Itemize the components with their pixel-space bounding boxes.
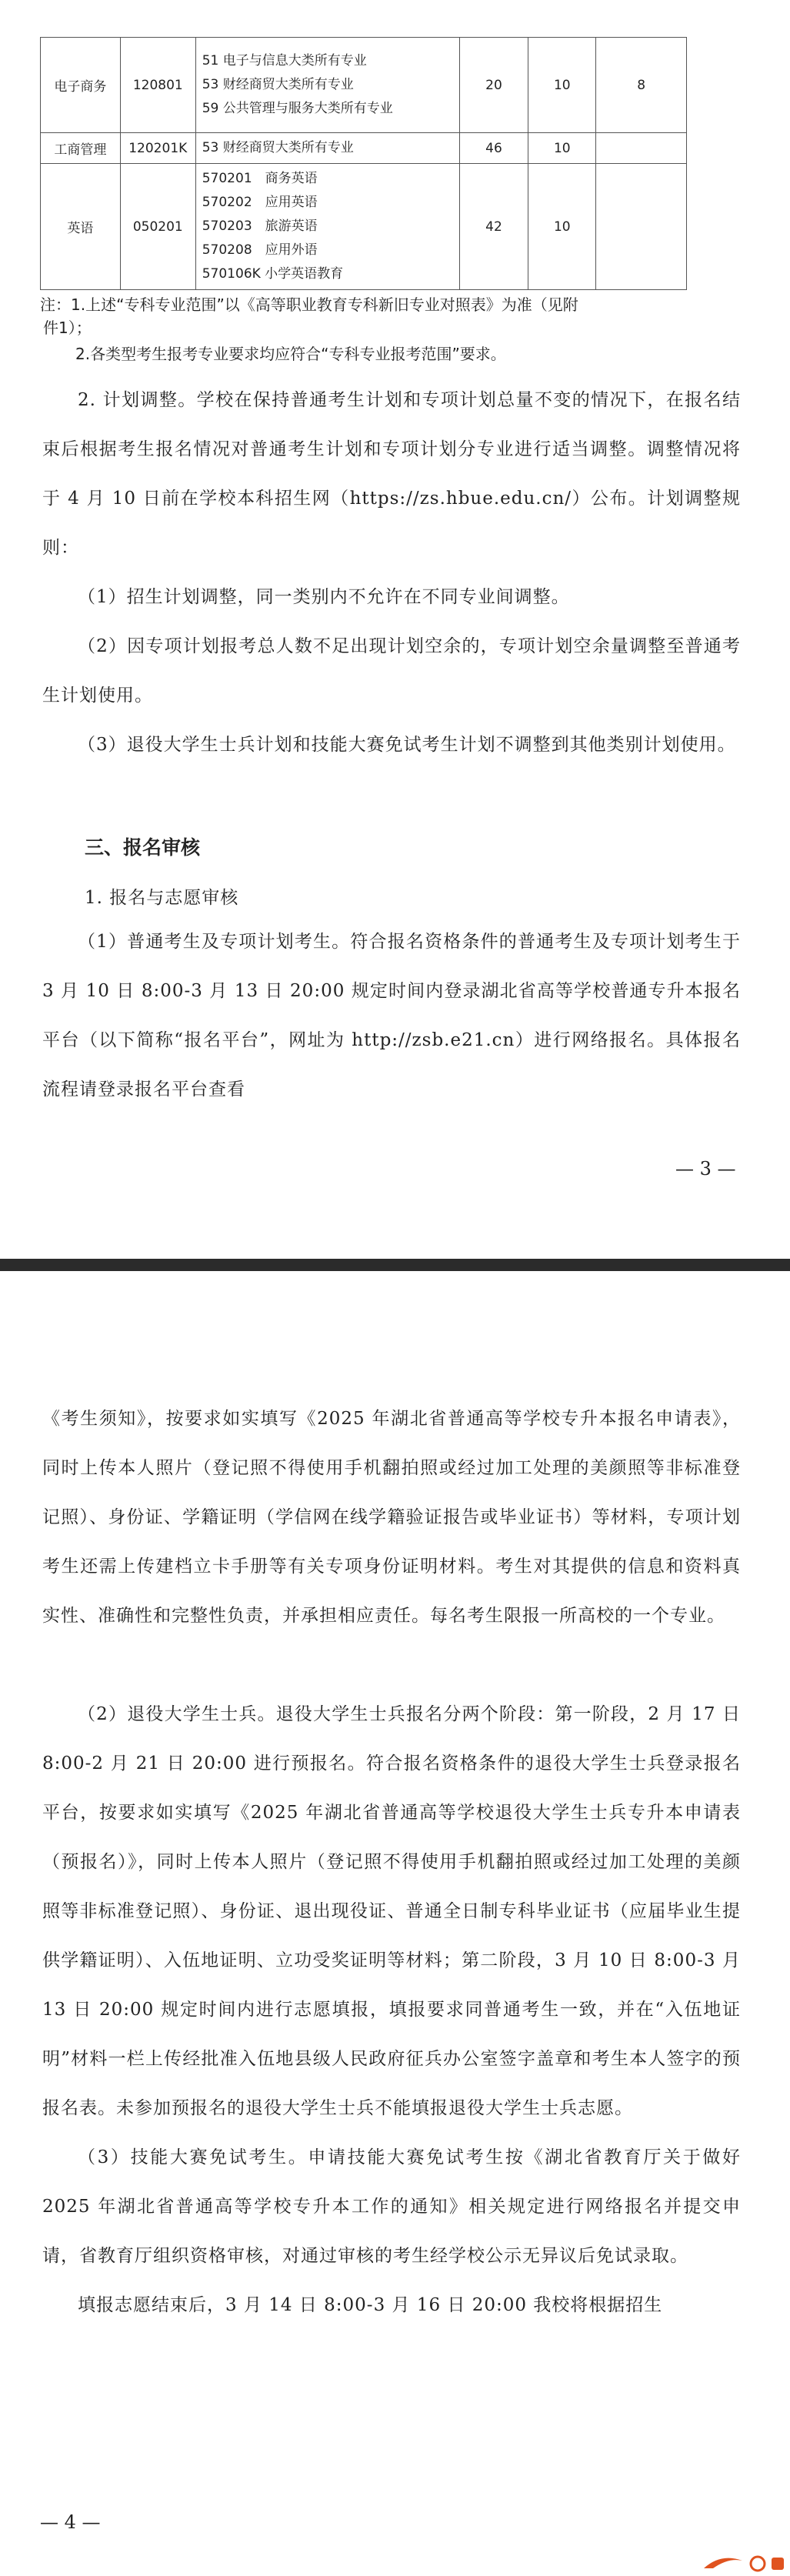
plan-a: 10 [528, 38, 596, 133]
plan-total: 20 [459, 38, 528, 133]
paragraph-rule-2: （2）因专项计划报考总人数不足出现计划空余的，专项计划空余量调整至普通考生计划使用。 [42, 636, 741, 706]
table-note-1b: 件1）； [43, 319, 92, 337]
plan-b: 8 [596, 38, 687, 133]
paragraph-continued: 《考生须知》，按要求如实填写《2025 年湖北省普通高等学校专升本报名申请表》，同时上传本人照片（登记照不得使用手机翻拍照或经过加工处理的美颜照等非标准登记照）、身份证、学籍证明（学信网在线学籍验证报告或毕业证书）等材料，专项计划考生还需上传建档立卡手册等有关专项身份证明材料。考生对其提供的信息和资料真实性、准确性和完整性负责，并承担相应责任。每名考生限报一所高校的一个专业。 [42, 1409, 741, 1626]
range-cell [195, 133, 459, 164]
paragraph-plan-adjust: 2. 计划调整。学校在保持普通考生计划和专项计划总量不变的情况下，在报名结束后根据考生报名情况对普通考生计划和专项计划分专业进行适当调整。调整情况将于 4 月 10 日前在学校本科招生网（https://zs.hbue.edu.cn/）公布。计划调整规则： [42, 390, 741, 558]
major-name: 电子商务 [41, 38, 121, 133]
major-code: 120801 [120, 38, 195, 133]
range-item: 570208 应用外语 [202, 242, 318, 258]
plan-b [596, 133, 687, 164]
plan-total: 46 [459, 133, 528, 164]
major-name: 英语 [41, 164, 121, 290]
paragraph-regular-applicants: （1）普通考生及专项计划考生。符合报名资格条件的普通考生及专项计划考生于 3 月 10 日 8:00-3 月 13 日 20:00 规定时间内登录湖北省高等学校普通专升本报名平台（以下简称“报名平台”，网址为 http://zsb.e21.cn）进行网络报名。具体报名流程请登录报名平台查看 [42, 932, 741, 1099]
range-cell [195, 164, 459, 290]
paragraph-rule-1: （1）招生计划调整，同一类别内不允许在不同专业间调整。 [78, 587, 570, 607]
sub-heading: 1. 报名与志愿审核 [85, 888, 239, 908]
table-row [41, 164, 687, 290]
wps-logo-icon [698, 2550, 790, 2573]
document-page-4 [0, 1271, 790, 2573]
table-note-2: 2.各类型考生报考专业要求均应符合“专科专业报考范围”要求。 [75, 345, 506, 363]
range-cell [195, 38, 459, 133]
range-item: 570106K 小学英语教育 [202, 266, 344, 282]
major-code: 120201K [120, 133, 195, 164]
range-item: 53 财经商贸大类所有专业 [202, 77, 354, 92]
range-item: 53 财经商贸大类所有专业 [202, 140, 354, 155]
plan-total: 42 [459, 164, 528, 290]
paragraph-after-filling: 填报志愿结束后，3 月 14 日 8:00-3 月 16 日 20:00 我校将根据招生 [78, 2295, 663, 2315]
plan-a: 10 [528, 133, 596, 164]
range-item: 59 公共管理与服务大类所有专业 [202, 101, 393, 116]
page-number: — 4 — [40, 2511, 101, 2533]
page-number: — 3 — [675, 1158, 736, 1180]
range-item: 570203 旅游英语 [202, 219, 318, 234]
paragraph-rule-3: （3）退役大学生士兵计划和技能大赛免试考生计划不调整到其他类别计划使用。 [78, 735, 736, 755]
table-row [41, 38, 687, 133]
major-code: 050201 [120, 164, 195, 290]
paragraph-veterans: （2）退役大学生士兵。退役大学生士兵报名分两个阶段：第一阶段，2 月 17 日 8:00-2 月 21 日 20:00 进行预报名。符合报名资格条件的退役大学生士兵登录报名平台，按要求如实填写《2025 年湖北省普通高等学校退役大学生士兵专升本申请表（预报名）》，同时上传本人照片（登记照不得使用手机翻拍照或经过加工处理的美颜照等非标准登记照）、身份证、退出现役证、普通全日制专科毕业证书（应届毕业生提供学籍证明）、入伍地证明、立功受奖证明等材料；第二阶段，3 月 10 日 8:00-3 月 13 日 20:00 规定时间内进行志愿填报，填报要求同普通考生一致，并在“入伍地证明”材料一栏上传经批准入伍地县级人民政府征兵办公室签字盖章和考生本人签字的预报名表。未参加预报名的退役大学生士兵不能填报退役大学生士兵志愿。 [42, 1704, 741, 2118]
table-row [41, 133, 687, 164]
paragraph-skills-competition: （3）技能大赛免试考生。申请技能大赛免试考生按《湖北省教育厅关于做好 2025 年湖北省普通高等学校专升本工作的通知》相关规定进行网络报名并提交申请，省教育厅组织资格审核，对通过审核的考生经学校公示无异议后免试录取。 [42, 2147, 741, 2266]
major-plan-table [40, 37, 687, 290]
document-page-3 [0, 0, 790, 1259]
range-item: 51 电子与信息大类所有专业 [202, 53, 367, 68]
table-note-1a: 注：1.上述“专科专业范围”以《高等职业教育专科新旧专业对照表》为准（见附 [40, 295, 578, 314]
page-separator [0, 1259, 790, 1271]
major-name: 工商管理 [41, 133, 121, 164]
range-item: 570201 商务英语 [202, 171, 318, 186]
plan-a: 10 [528, 164, 596, 290]
plan-b [596, 164, 687, 290]
section-heading: 三、报名审核 [85, 836, 201, 859]
range-item: 570202 应用英语 [202, 195, 318, 210]
